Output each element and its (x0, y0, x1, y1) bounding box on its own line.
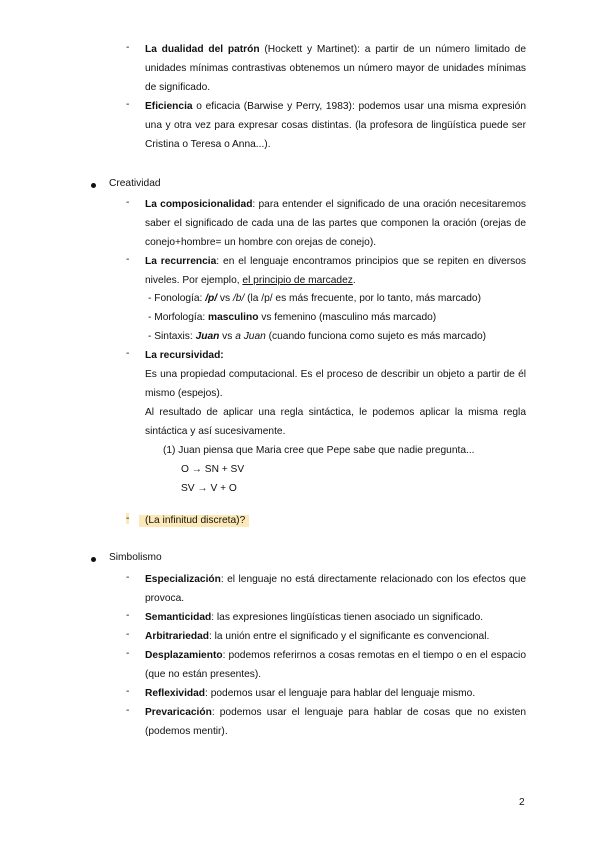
dash-marker: - (126, 348, 130, 359)
dash-marker: - (126, 610, 130, 621)
paragraph: Al resultado de aplicar una regla sintáctica, le podemos aplicar la misma regla sintáctica y así sucesivamente. (145, 407, 526, 437)
sub-item-morfologia: - Morfología: masculino vs femenino (masculino más marcado) (148, 312, 437, 323)
definition: : podemos referirnos a cosas remotas en el tiempo o en el espacio (que no están presentes). (145, 650, 526, 680)
dash-marker: - (126, 572, 130, 583)
dash-marker: - (126, 254, 130, 265)
dash-marker: - (126, 629, 130, 640)
highlighted-question: (La infinitud discreta)? (139, 515, 249, 527)
term: Semanticidad (145, 612, 212, 623)
dash-marker: - (126, 513, 130, 524)
rule-1: O → SN + SV (181, 464, 245, 475)
dash-marker: - (126, 99, 130, 110)
section-heading: Creatividad (109, 178, 161, 189)
dash-marker: - (126, 705, 130, 716)
dash-marker: - (126, 42, 130, 53)
term: Arbitrariedad (145, 631, 209, 642)
bullet-dot-icon (91, 557, 96, 562)
definition: : podemos usar el lenguaje para hablar de cosas que no existen (podemos mentir). (145, 707, 526, 737)
page-number: 2 (519, 797, 525, 808)
document-page: - La dualidad del patrón (Hockett y Martinet): a partir de un número limitado de unidades mínimas contrastivas obtenemos un número mayor de unidades mínimas de significado. - Eficiencia o eficacia (Barwise y Perry, 1983): podemos usar una misma expresión una y otra vez para expresar cosas distintas. (la profesora de lingüística puede ser Cristina o Teresa o Anna...). Creatividad - La composicionalidad: para entender el significado de una oración necesitaremos saber el significado de cada una de las partes que componen la oración (orejas de conejo+hombre= un hombre con orejas de conejo). - La recurrencia: en el lenguaje encontramos principios que se repiten en diversos niveles. Por ejemplo, el principio de marcadez. - Fonología: /p/ vs /b/ (la /p/ es más frecuente, por lo tanto, más marcado) - Morfología: masculino vs femenino (masculino más marcado) - Sintaxis: Juan vs a Juan (cuando funciona como sujeto es más marcado) - La recursividad: Es una propiedad computacional. Es el proceso de describir un objeto a partir de él mismo (espejos). Al resultado de aplicar una regla sintáctica, le podemos aplicar la misma regla sintáctica y así sucesivamente. (1) Juan piensa que Maria cree que Pepe sabe que nadie pregunta... O → SN + SV SV → V + O - (La infinitud discreta)? Simbolismo - Especialización: el lenguaje no está directamente relacionado con los efectos que provoca. - Semanticidad: las expresiones lingüísticas tienen asociado un significado. - Arbitrariedad: la unión entre el significado y el significante es convencional. - Desplazamiento: podemos referirnos a cosas remotas en el tiempo o en el espacio (que no están presentes). - Reflexividad: podemos usar el lenguaje para hablar del lenguaje mismo. - Prevaricación: podemos usar el lenguaje para hablar de cosas que no existen (podemos mentir). 2 (0, 0, 600, 848)
term: Eficiencia (145, 101, 193, 112)
term: La recurrencia (145, 256, 217, 267)
dash-marker: - (126, 197, 130, 208)
term: Especialización (145, 574, 221, 585)
definition: : para entender el significado de una oración necesitaremos saber el significado de cada una de las partes que componen la oración (orejas de conejo+hombre= un hombre con orejas de conejo). (145, 199, 526, 248)
section-heading: Simbolismo (109, 552, 162, 563)
term: La recursividad: (145, 350, 224, 361)
rule-2: SV → V + O (181, 483, 237, 494)
example-sentence: (1) Juan piensa que Maria cree que Pepe sabe que nadie pregunta... (163, 445, 475, 456)
term: Desplazamiento (145, 650, 223, 661)
definition: : en el lenguaje encontramos principios que se repiten en diversos niveles. Por ejemplo, (145, 256, 527, 286)
paragraph: Es una propiedad computacional. Es el proceso de describir un objeto a partir de él mismo (espejos). (145, 369, 526, 399)
term: La dualidad del patrón (145, 44, 260, 55)
marcadez-link: el principio de marcadez (242, 275, 353, 286)
definition: : la unión entre el significado y el significante es convencional. (208, 631, 490, 642)
dash-marker: - (126, 648, 130, 659)
definition: o eficacia (Barwise y Perry, 1983): podemos usar una misma expresión una y otra vez para expresar cosas distintas. (la profesora de lingüística puede ser Cristina o Teresa o Anna...). (145, 101, 526, 150)
sub-item-fonologia: - Fonología: /p/ vs /b/ (la /p/ es más frecuente, por lo tanto, más marcado) (148, 293, 481, 304)
definition: : el lenguaje no está directamente relacionado con los efectos que provoca. (145, 574, 526, 604)
dash-marker: - (126, 686, 130, 697)
term: La composicionalidad (145, 199, 253, 210)
definition: (Hockett y Martinet): a partir de un número limitado de unidades mínimas contrastivas obtenemos un número mayor de unidades mínimas de significado. (145, 44, 526, 93)
term: Prevaricación (145, 707, 212, 718)
bullet-dot-icon (91, 183, 96, 188)
term: Reflexividad (145, 688, 206, 699)
sub-item-sintaxis: - Sintaxis: Juan vs a Juan (cuando funciona como sujeto es más marcado) (148, 331, 487, 342)
definition: : podemos usar el lenguaje para hablar del lenguaje mismo. (205, 688, 476, 699)
definition: : las expresiones lingüísticas tienen asociado un significado. (211, 612, 484, 623)
